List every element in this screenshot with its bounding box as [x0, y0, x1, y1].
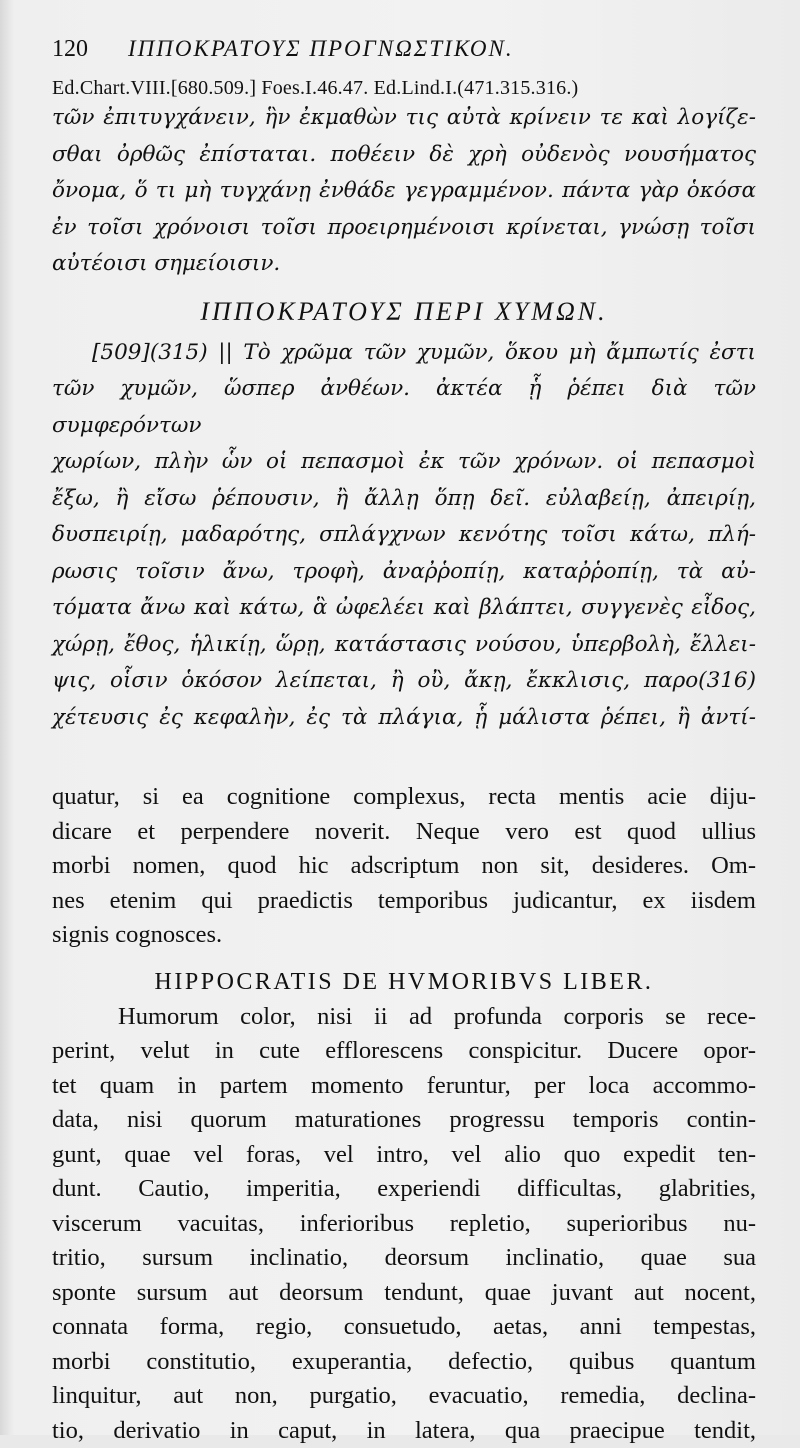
text-line: χωρίων, πλὴν ὧν οἱ πεπασμοὶ ἐκ τῶν χρόνων. οἱ πεπασμοὶ [52, 444, 756, 481]
text-line: viscerum vacuitas, inferioribus repletio, superioribus nu- [52, 1207, 756, 1242]
text-line: linquitur, aut non, purgatio, evacuatio, remedia, declina- [52, 1379, 756, 1414]
text-line: αὐτέοισι σημείοισιν. [52, 246, 756, 283]
text-line: [509](315) || Τὸ χρῶμα τῶν χυμῶν, ὅκου μὴ ἄμπωτίς ἐστι [52, 335, 756, 372]
text-line: dunt. Cautio, imperitia, experiendi difficultas, glabrities, [52, 1172, 756, 1207]
text-line: ἔξω, ἢ εἴσω ῥέπουσιν, ἢ ἄλλῃ ὅπῃ δεῖ. εὐλαβείῃ, ἀπειρίῃ, [52, 481, 756, 518]
text-line: χώρῃ, ἔθος, ἡλικίῃ, ὥρῃ, κατάστασις νούσου, ὑπερβολὴ, ἔλλει- [52, 627, 756, 664]
text-line: Humorum color, nisi ii ad profunda corporis se rece- [52, 1000, 756, 1035]
page-number: 120 [52, 36, 88, 63]
greek-text-top [52, 100, 756, 283]
text-line: τῶν χυμῶν, ὥσπερ ἀνθέων. ἀκτέα ᾗ ῥέπει διὰ τῶν συμφερόντων [52, 371, 756, 444]
greek-section-heading: ΙΠΠΟΚΡΑΤΟΥΣ ΠΕΡΙ ΧΥΜΩΝ. [52, 297, 756, 327]
edition-reference: Ed.Chart.VIII.[680.509.] Foes.I.46.47. Ed.Lind.I.(471.315.316.) [52, 77, 756, 100]
text-line: gunt, quae vel foras, vel intro, vel alio quo expedit ten- [52, 1138, 756, 1173]
text-line: ἐν τοῖσι χρόνοισι τοῖσι προειρημένοισι κρίνεται, γνώσῃ τοῖσι [52, 210, 756, 247]
latin-text-body [52, 1000, 756, 1448]
text-line: τῶν ἐπιτυγχάνειν, ἣν ἐκμαθὼν τις αὐτὰ κρίνειν τε καὶ λογίζε- [52, 100, 756, 137]
greek-text-body [52, 335, 756, 737]
text-line: dicare et perpendere noverit. Neque vero est quod ullius [52, 815, 756, 850]
text-line: nes etenim qui praedictis temporibus judicantur, ex iisdem [52, 884, 756, 919]
text-line: tio, derivatio in caput, in latera, qua praecipue tendit, [52, 1414, 756, 1448]
text-line: morbi nomen, quod hic adscriptum non sit, desideres. Om- [52, 849, 756, 884]
latin-text-top [52, 780, 756, 953]
text-line: connata forma, regio, consuetudo, aetas, anni tempestas, [52, 1310, 756, 1345]
text-line: ὄνομα, ὅ τι μὴ τυγχάνῃ ἐνθάδε γεγραμμένον. πάντα γὰρ ὁκόσα [52, 173, 756, 210]
text-line: sponte sursum aut deorsum tendunt, quae juvant aut nocent, [52, 1276, 756, 1311]
text-line: δυσπειρίῃ, μαδαρότης, σπλάγχνων κενότης τοῖσι κάτω, πλή- [52, 517, 756, 554]
text-line: τόματα ἄνω καὶ κάτω, ἃ ὠφελέει καὶ βλάπτει, συγγενὲς εἶδος, [52, 590, 756, 627]
running-title: ΙΠΠΟΚΡΑΤΟΥΣ ΠΡΟΓΝΩΣΤΙΚΟΝ. [128, 36, 514, 62]
text-line: χέτευσις ἐς κεφαλὴν, ἐς τὰ πλάγια, ᾗ μάλιστα ῥέπει, ἢ ἀντί- [52, 700, 756, 737]
text-line: morbi constitutio, exuperantia, defectio, quibus quantum [52, 1345, 756, 1380]
text-line: ρωσις τοῖσιν ἄνω, τροφὴ, ἀναῤῥοπίῃ, καταῤῥοπίῃ, τὰ αὐ- [52, 554, 756, 591]
text-line: data, nisi quorum maturationes progressu temporis contin- [52, 1103, 756, 1138]
text-line: perint, velut in cute efflorescens conspicitur. Ducere opor- [52, 1034, 756, 1069]
text-line: σθαι ὀρθῶς ἐπίσταται. ποθέειν δὲ χρὴ οὐδενὸς νουσήματος [52, 137, 756, 174]
latin-section-heading: HIPPOCRATIS DE HVMORIBVS LIBER. [52, 969, 756, 996]
text-line: tet quam in partem momento feruntur, per loca accommo- [52, 1069, 756, 1104]
text-line: ψις, οἷσιν ὁκόσον λείπεται, ἢ οὒ, ἄκῃ, ἔκκλισις, παρο(316) [52, 663, 756, 700]
text-line: signis cognosces. [52, 918, 756, 953]
text-line: quatur, si ea cognitione complexus, recta mentis acie diju- [52, 780, 756, 815]
text-line: tritio, sursum inclinatio, deorsum inclinatio, quae sua [52, 1241, 756, 1276]
page-header [52, 36, 756, 63]
